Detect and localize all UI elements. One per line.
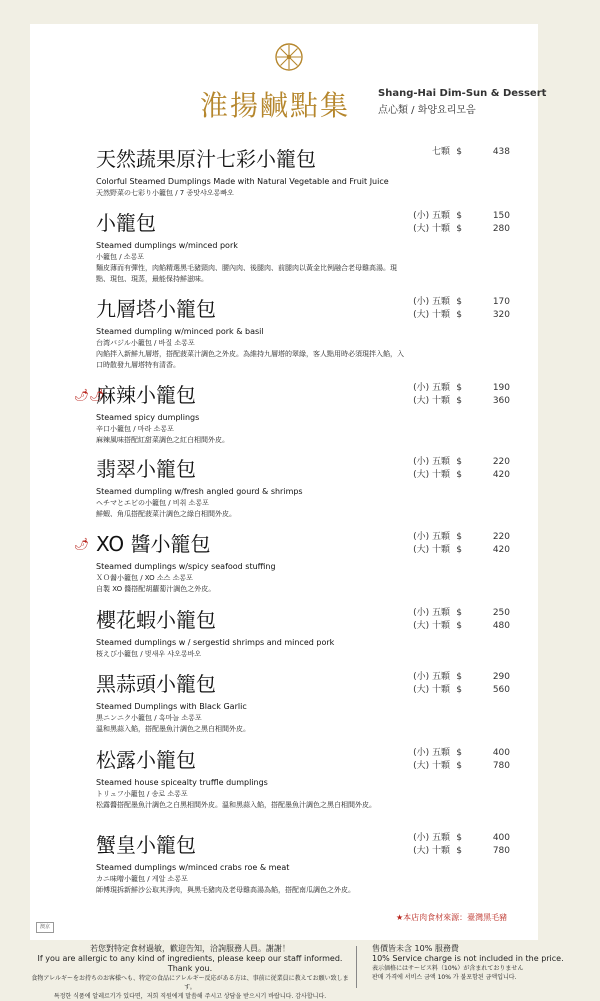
price-currency: $ xyxy=(456,224,462,234)
dish-description: 師傅現拆新鮮沙公取其淨肉，與黑毛豬肉及老母雞高湯為餡，搭配南瓜調色之外皮。 xyxy=(96,886,355,894)
price-value: 290 xyxy=(492,672,510,682)
price-row xyxy=(406,456,510,469)
price-value: 420 xyxy=(492,470,510,480)
price-currency: $ xyxy=(456,147,462,157)
price-label: (小) 五顆 xyxy=(413,297,450,307)
price-value: 420 xyxy=(492,545,510,555)
lotus-emblem-icon xyxy=(274,42,304,72)
dish-name-jp-kr: ＸＯ醤小籠包 / XO 소스 소롱포 xyxy=(96,574,193,582)
price-value: 250 xyxy=(492,608,510,618)
price-label: (小) 五顆 xyxy=(413,211,450,221)
price-list xyxy=(406,832,510,858)
service-charge-jp: 表示価格にはサービス料（10%）が含まれておりません xyxy=(372,965,524,972)
price-currency: $ xyxy=(456,748,462,758)
price-value: 438 xyxy=(492,147,510,157)
price-list xyxy=(406,456,510,482)
dish-name: 櫻花蝦小籠包 xyxy=(96,608,216,632)
dish-description: 內餡拌入新鮮九層塔，搭配菠菜汁調色之外皮。為維持九層塔的翠綠，客人點用時必須現拌入餡，入口時散發九層塔特有清香。 xyxy=(96,350,404,369)
price-value: 480 xyxy=(492,621,510,631)
dish-name-jp-kr: 天然野菜の七彩り小籠包 / 7 종맛샤오롱빠오 xyxy=(96,189,234,197)
price-value: 170 xyxy=(492,297,510,307)
dish-name: 九層塔小籠包 xyxy=(96,297,216,321)
price-currency: $ xyxy=(456,846,462,856)
price-list xyxy=(406,210,510,236)
price-value: 320 xyxy=(492,310,510,320)
service-charge-notice xyxy=(372,944,592,982)
price-label: (小) 五顆 xyxy=(413,383,450,393)
price-value: 220 xyxy=(492,532,510,542)
price-label: (小) 五顆 xyxy=(413,608,450,618)
dish-name-english: Steamed dumplings w / sergestid shrimps and minced pork xyxy=(96,638,335,647)
dish-name: 翡翠小籠包 xyxy=(96,457,196,481)
price-row xyxy=(406,760,510,773)
menu-item xyxy=(96,146,526,199)
price-row xyxy=(406,620,510,633)
price-list xyxy=(406,607,510,633)
price-row xyxy=(406,845,510,858)
menu-item xyxy=(74,531,526,595)
price-label: 七顆 xyxy=(431,147,450,157)
dish-name: 蟹皇小籠包 xyxy=(96,833,196,857)
dish-name-jp-kr: トリュフ小籠包 / 송로 소롱포 xyxy=(96,790,188,798)
price-currency: $ xyxy=(456,672,462,682)
price-row xyxy=(406,607,510,620)
price-row xyxy=(406,684,510,697)
price-row xyxy=(406,223,510,236)
price-currency: $ xyxy=(456,608,462,618)
dish-description: 麻辣風味搭配紅甜菜調色之紅白相間外皮。 xyxy=(96,436,229,444)
dish-name-jp-kr: 小籠包 / 소롱포 xyxy=(96,253,145,261)
dish-name-english: Steamed spicy dumplings xyxy=(96,413,200,422)
price-label: (大) 十顆 xyxy=(413,396,450,406)
price-label: (大) 十顆 xyxy=(413,545,450,555)
price-label: (大) 十顆 xyxy=(413,224,450,234)
price-label: (小) 五顆 xyxy=(413,748,450,758)
dish-name-jp-kr: 桜えび小籠包 / 벚새우 샤오롱바오 xyxy=(96,650,202,658)
price-label: (小) 五顆 xyxy=(413,672,450,682)
price-row xyxy=(406,382,510,395)
price-label: (小) 五顆 xyxy=(413,833,450,843)
dish-name-english: Steamed dumpling w/fresh angled gourd & shrimps xyxy=(96,487,303,496)
dish-name-english: Steamed dumplings w/minced pork xyxy=(96,241,238,250)
price-value: 400 xyxy=(492,833,510,843)
chili-pepper-icon: 🌶 xyxy=(74,537,90,551)
menu-item xyxy=(74,382,526,446)
allergy-notice-jp: 食物アレルギーをお持ちのお客様へも、特定の食品にアレルギー反応がある方は、事前に従業員に教えてお願い致します。 xyxy=(31,975,349,991)
page-title-english: Shang-Hai Dim-Sun & Dessert xyxy=(378,88,547,99)
menu-item xyxy=(96,296,526,371)
price-row xyxy=(406,146,510,159)
dish-name: 松露小籠包 xyxy=(96,748,196,772)
price-currency: $ xyxy=(456,621,462,631)
price-row xyxy=(406,309,510,322)
price-currency: $ xyxy=(456,532,462,542)
chili-pepper-icon: 🌶🌶 xyxy=(74,388,105,402)
dish-name: 小籠包 xyxy=(96,211,156,235)
price-currency: $ xyxy=(456,545,462,555)
page-subtitle: 点心類 / 화양요리모음 xyxy=(378,105,476,116)
allergy-notice-cn: 若您對特定食材過敏，歡迎告知，洽詢服務人員。謝謝！ xyxy=(90,944,290,953)
menu-item xyxy=(96,747,526,811)
price-currency: $ xyxy=(456,297,462,307)
price-row xyxy=(406,296,510,309)
price-currency: $ xyxy=(456,383,462,393)
price-value: 190 xyxy=(492,383,510,393)
service-charge-cn: 售價皆未含 10% 服務費 xyxy=(372,944,459,953)
dish-name-english: Steamed dumplings w/minced crabs roe & meat xyxy=(96,863,290,872)
price-value: 560 xyxy=(492,685,510,695)
price-label: (大) 十顆 xyxy=(413,621,450,631)
price-value: 360 xyxy=(492,396,510,406)
dish-name-english: Colorful Steamed Dumplings Made with Natural Vegetable and Fruit Juice xyxy=(96,177,389,186)
price-currency: $ xyxy=(456,470,462,480)
price-row xyxy=(406,832,510,845)
price-value: 150 xyxy=(492,211,510,221)
dish-description: 麵皮薄而有彈性，肉餡精選黑毛豬頸肉、腰內肉、後腿肉、前腿肉以黃金比例融合老母雞高湯。現點、現包、現蒸，最能保持鮮滋味。 xyxy=(96,264,397,283)
price-list xyxy=(406,747,510,773)
dish-description: 溫和黑蒜入餡，搭配墨魚汁調色之黑白相間外皮。 xyxy=(96,725,250,733)
service-charge-kr: 판매 가격에 서비스 금액 10% 가 불포함된 금액입니다. xyxy=(372,974,517,981)
pork-source-footnote: ★本店肉食材來源：臺灣黑毛豬 xyxy=(396,913,508,922)
price-value: 400 xyxy=(492,748,510,758)
footer-divider xyxy=(356,946,357,988)
dish-name-english: Steamed dumplings w/spicy seafood stuffing xyxy=(96,562,276,571)
price-label: (小) 五顆 xyxy=(413,457,450,467)
price-row xyxy=(406,395,510,408)
allergy-notice-kr: 특정한 식품에 알레르기가 있다면，저희 직원에게 말씀해 주시고 상담을 받으시기 바랍니다. 감사합니다. xyxy=(53,993,327,1000)
price-row xyxy=(406,671,510,684)
price-label: (小) 五顆 xyxy=(413,532,450,542)
price-row xyxy=(406,531,510,544)
price-currency: $ xyxy=(456,457,462,467)
dish-description: 松露醬搭配墨魚汁調色之白黑相間外皮。溫和黑蒜入餡，搭配墨魚汁調色之黑白相間外皮。 xyxy=(96,801,376,809)
price-row xyxy=(406,747,510,760)
allergy-notice-en: If you are allergic to any kind of ingredients, please keep our staff informed. Thank you. xyxy=(37,954,343,973)
menu-item xyxy=(96,210,526,285)
price-label: (大) 十顆 xyxy=(413,761,450,771)
price-value: 780 xyxy=(492,846,510,856)
price-currency: $ xyxy=(456,211,462,221)
price-value: 280 xyxy=(492,224,510,234)
service-charge-en: 10% Service charge is not included in the price. xyxy=(372,954,564,963)
menu-item xyxy=(96,671,526,735)
dish-name-jp-kr: ヘチマとエビの小籠包 / 비취 소롱포 xyxy=(96,499,209,507)
menu-item xyxy=(96,607,526,660)
dish-name: 麻辣小籠包 xyxy=(96,383,196,407)
price-label: (大) 十顆 xyxy=(413,310,450,320)
menu-item xyxy=(96,832,526,896)
dish-name-jp-kr: 黒ニンニク小籠包 / 흑마늘 소롱포 xyxy=(96,714,202,722)
price-currency: $ xyxy=(456,833,462,843)
dish-name: XO 醬小籠包 xyxy=(96,532,211,556)
price-row xyxy=(406,544,510,557)
price-value: 780 xyxy=(492,761,510,771)
dish-description: 鮮蝦、角瓜搭配菠菜汁調色之綠白相間外皮。 xyxy=(96,510,236,518)
menu-item xyxy=(96,456,526,520)
dish-name-jp-kr: 辛口小籠包 / 마라 소롱포 xyxy=(96,425,174,433)
dish-name-jp-kr: 台湾バジル小籠包 / 바질 소롱포 xyxy=(96,339,195,347)
allergy-notice xyxy=(30,944,350,1001)
dish-name: 天然蔬果原汁七彩小籠包 xyxy=(96,147,316,171)
price-list xyxy=(406,531,510,557)
price-list xyxy=(406,146,510,159)
price-label: (大) 十顆 xyxy=(413,470,450,480)
price-list xyxy=(406,671,510,697)
price-label: (大) 十顆 xyxy=(413,685,450,695)
price-currency: $ xyxy=(456,396,462,406)
price-row xyxy=(406,469,510,482)
price-currency: $ xyxy=(456,761,462,771)
price-label: (大) 十顆 xyxy=(413,846,450,856)
dish-name-english: Steamed house spicealty truffle dumplings xyxy=(96,778,268,787)
venue-tag: 澳京 xyxy=(36,922,54,933)
dish-name-jp-kr: カニ味噌小籠包 / 게알 소롱포 xyxy=(96,875,188,883)
price-currency: $ xyxy=(456,685,462,695)
dish-description: 自製 XO 醬搭配胡蘿蔔汁調色之外皮。 xyxy=(96,585,216,593)
price-value: 220 xyxy=(492,457,510,467)
dish-name: 黑蒜頭小籠包 xyxy=(96,672,216,696)
price-currency: $ xyxy=(456,310,462,320)
dish-name-english: Steamed Dumplings with Black Garlic xyxy=(96,702,247,711)
dish-name-english: Steamed dumpling w/minced pork & basil xyxy=(96,327,264,336)
price-list xyxy=(406,382,510,408)
price-list xyxy=(406,296,510,322)
price-row xyxy=(406,210,510,223)
page-title: 淮揚鹹點集 xyxy=(200,89,351,122)
